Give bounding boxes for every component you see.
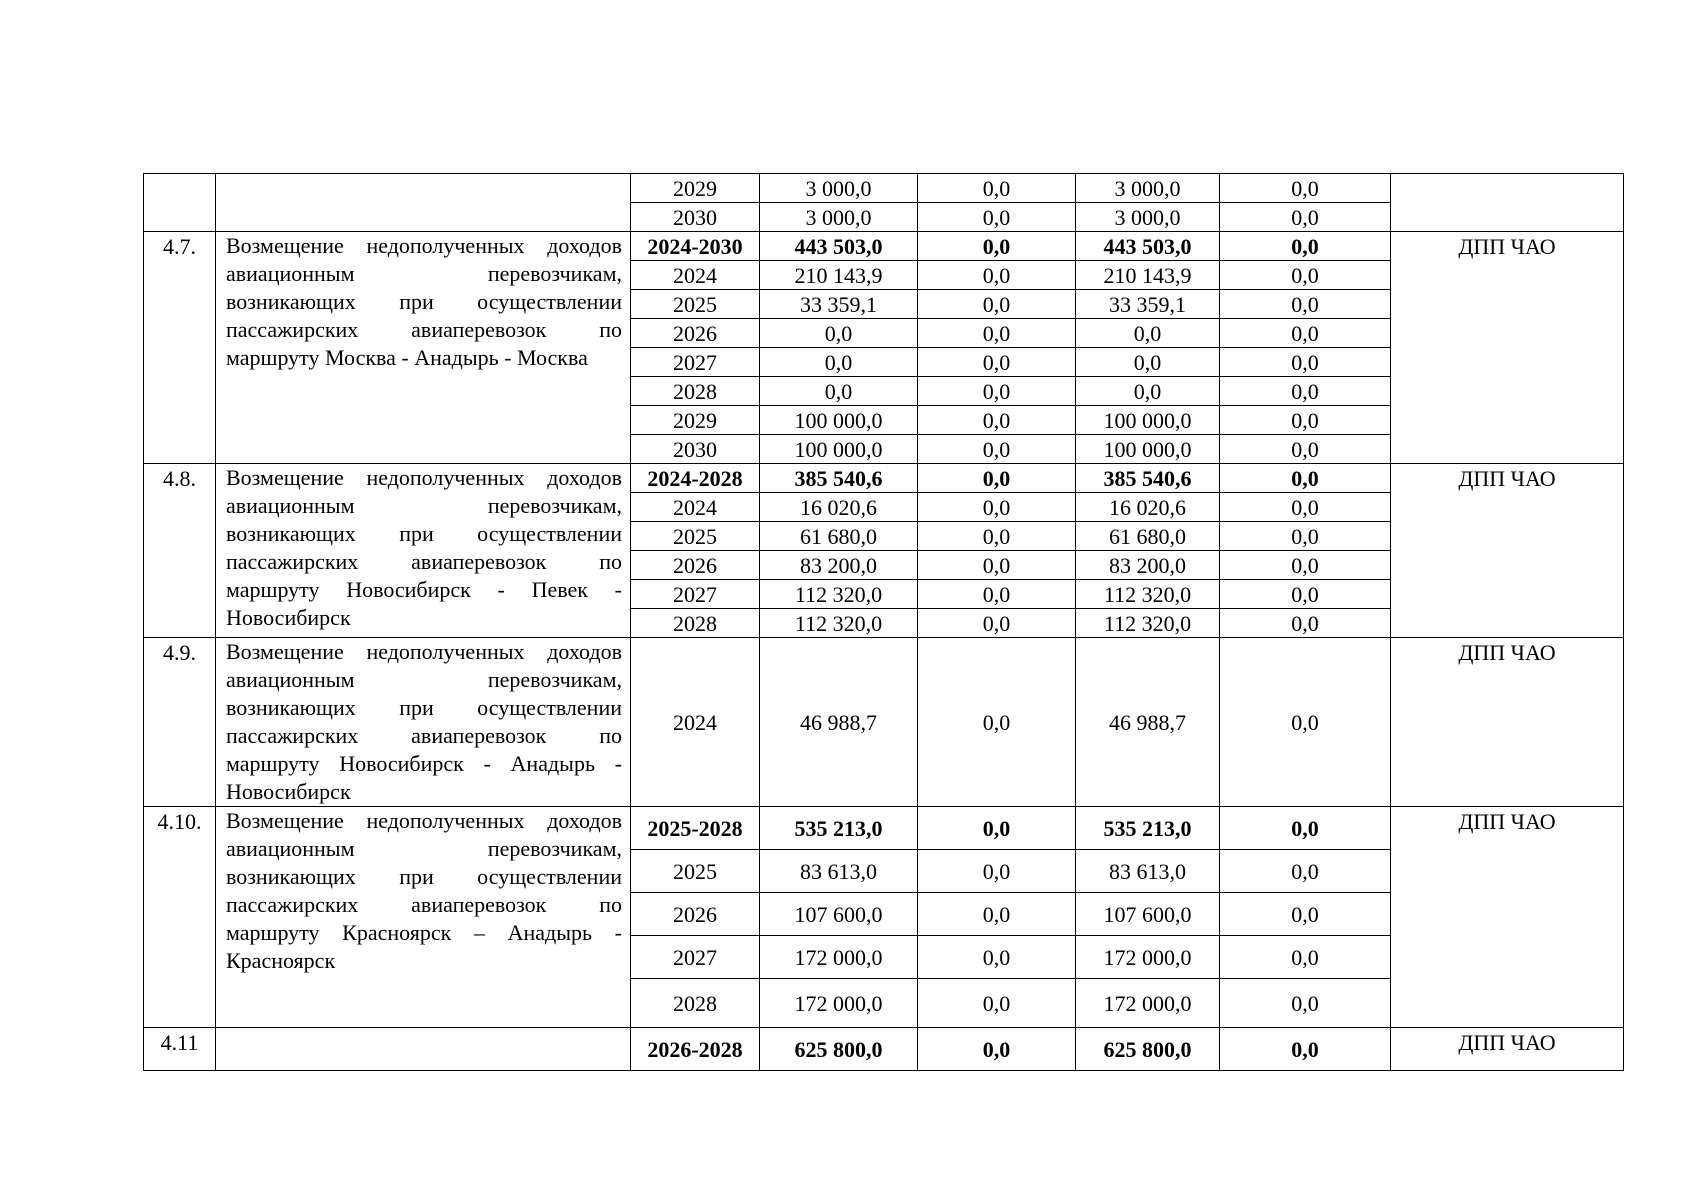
federal-cell: 0,0 [918, 232, 1076, 261]
total-cell: 625 800,0 [760, 1028, 918, 1071]
item-number [144, 174, 216, 232]
federal-cell: 0,0 [918, 406, 1076, 435]
year-cell: 2026 [631, 319, 760, 348]
federal-cell: 0,0 [918, 638, 1076, 807]
year-cell: 2026 [631, 893, 760, 936]
year-cell: 2030 [631, 203, 760, 232]
table-row [144, 1028, 1624, 1071]
other-cell: 0,0 [1220, 290, 1391, 319]
regional-cell: 0,0 [1076, 348, 1220, 377]
other-cell: 0,0 [1220, 377, 1391, 406]
federal-cell: 0,0 [918, 319, 1076, 348]
year-cell: 2028 [631, 979, 760, 1028]
federal-cell: 0,0 [918, 493, 1076, 522]
federal-cell: 0,0 [918, 464, 1076, 493]
other-cell: 0,0 [1220, 936, 1391, 979]
regional-cell: 83 200,0 [1076, 551, 1220, 580]
other-cell: 0,0 [1220, 609, 1391, 638]
other-cell: 0,0 [1220, 203, 1391, 232]
other-cell: 0,0 [1220, 319, 1391, 348]
regional-cell: 46 988,7 [1076, 638, 1220, 807]
year-cell: 2025 [631, 522, 760, 551]
total-cell: 107 600,0 [760, 893, 918, 936]
responsible-cell: ДПП ЧАО [1391, 464, 1624, 638]
federal-cell: 0,0 [918, 174, 1076, 203]
federal-cell: 0,0 [918, 1028, 1076, 1071]
regional-cell: 112 320,0 [1076, 609, 1220, 638]
total-cell: 33 359,1 [760, 290, 918, 319]
table-row [144, 807, 1624, 850]
responsible-cell [1391, 174, 1624, 232]
table-row [144, 174, 1624, 203]
item-number: 4.7. [144, 232, 216, 464]
regional-cell: 61 680,0 [1076, 522, 1220, 551]
regional-cell: 172 000,0 [1076, 936, 1220, 979]
federal-cell: 0,0 [918, 850, 1076, 893]
year-cell: 2024-2030 [631, 232, 760, 261]
total-cell: 100 000,0 [760, 435, 918, 464]
other-cell: 0,0 [1220, 638, 1391, 807]
other-cell: 0,0 [1220, 551, 1391, 580]
table-row [144, 464, 1624, 493]
year-cell: 2025 [631, 290, 760, 319]
total-cell: 385 540,6 [760, 464, 918, 493]
federal-cell: 0,0 [918, 377, 1076, 406]
total-cell: 0,0 [760, 319, 918, 348]
year-cell: 2026 [631, 551, 760, 580]
other-cell: 0,0 [1220, 580, 1391, 609]
other-cell: 0,0 [1220, 464, 1391, 493]
total-cell: 535 213,0 [760, 807, 918, 850]
federal-cell: 0,0 [918, 979, 1076, 1028]
year-cell: 2029 [631, 174, 760, 203]
other-cell: 0,0 [1220, 522, 1391, 551]
table-row [144, 638, 1624, 807]
total-cell: 172 000,0 [760, 936, 918, 979]
year-cell: 2024 [631, 638, 760, 807]
federal-cell: 0,0 [918, 522, 1076, 551]
total-cell: 172 000,0 [760, 979, 918, 1028]
regional-cell: 100 000,0 [1076, 435, 1220, 464]
responsible-cell: ДПП ЧАО [1391, 638, 1624, 807]
federal-cell: 0,0 [918, 203, 1076, 232]
responsible-cell: ДПП ЧАО [1391, 232, 1624, 464]
year-cell: 2027 [631, 580, 760, 609]
total-cell: 46 988,7 [760, 638, 918, 807]
federal-cell: 0,0 [918, 580, 1076, 609]
total-cell: 83 200,0 [760, 551, 918, 580]
year-cell: 2024 [631, 493, 760, 522]
other-cell: 0,0 [1220, 435, 1391, 464]
total-cell: 0,0 [760, 377, 918, 406]
federal-cell: 0,0 [918, 348, 1076, 377]
other-cell: 0,0 [1220, 1028, 1391, 1071]
regional-cell: 0,0 [1076, 377, 1220, 406]
federal-cell: 0,0 [918, 551, 1076, 580]
item-description [216, 174, 631, 232]
total-cell: 210 143,9 [760, 261, 918, 290]
table-row [144, 232, 1624, 261]
regional-cell: 107 600,0 [1076, 893, 1220, 936]
year-cell: 2029 [631, 406, 760, 435]
year-cell: 2028 [631, 377, 760, 406]
other-cell: 0,0 [1220, 493, 1391, 522]
item-number: 4.8. [144, 464, 216, 638]
total-cell: 61 680,0 [760, 522, 918, 551]
other-cell: 0,0 [1220, 261, 1391, 290]
item-description [216, 1028, 631, 1071]
item-description: Возмещение недополученных доходов авиационным перевозчикам, возникающих при осуществлении пассажирских авиаперевозок по маршруту Новосибирск - Певек - Новосибирск [216, 464, 631, 638]
regional-cell: 100 000,0 [1076, 406, 1220, 435]
year-cell: 2028 [631, 609, 760, 638]
year-cell: 2027 [631, 348, 760, 377]
year-cell: 2030 [631, 435, 760, 464]
year-cell: 2025-2028 [631, 807, 760, 850]
regional-cell: 0,0 [1076, 319, 1220, 348]
federal-cell: 0,0 [918, 936, 1076, 979]
regional-cell: 83 613,0 [1076, 850, 1220, 893]
responsible-cell: ДПП ЧАО [1391, 1028, 1624, 1071]
total-cell: 16 020,6 [760, 493, 918, 522]
year-cell: 2024 [631, 261, 760, 290]
regional-cell: 16 020,6 [1076, 493, 1220, 522]
total-cell: 112 320,0 [760, 580, 918, 609]
regional-cell: 443 503,0 [1076, 232, 1220, 261]
other-cell: 0,0 [1220, 850, 1391, 893]
federal-cell: 0,0 [918, 261, 1076, 290]
total-cell: 0,0 [760, 348, 918, 377]
federal-cell: 0,0 [918, 435, 1076, 464]
regional-cell: 3 000,0 [1076, 203, 1220, 232]
total-cell: 3 000,0 [760, 203, 918, 232]
item-number: 4.9. [144, 638, 216, 807]
year-cell: 2024-2028 [631, 464, 760, 493]
responsible-cell: ДПП ЧАО [1391, 807, 1624, 1028]
regional-cell: 3 000,0 [1076, 174, 1220, 203]
item-description: Возмещение недополученных доходов авиационным перевозчикам, возникающих при осуществлении пассажирских авиаперевозок по маршруту Новосибирск - Анадырь - Новосибирск [216, 638, 631, 807]
item-description: Возмещение недополученных доходов авиационным перевозчикам, возникающих при осуществлении пассажирских авиаперевозок по маршруту Москва - Анадырь - Москва [216, 232, 631, 464]
regional-cell: 33 359,1 [1076, 290, 1220, 319]
other-cell: 0,0 [1220, 807, 1391, 850]
total-cell: 83 613,0 [760, 850, 918, 893]
other-cell: 0,0 [1220, 979, 1391, 1028]
federal-cell: 0,0 [918, 893, 1076, 936]
year-cell: 2026-2028 [631, 1028, 760, 1071]
regional-cell: 112 320,0 [1076, 580, 1220, 609]
regional-cell: 535 213,0 [1076, 807, 1220, 850]
other-cell: 0,0 [1220, 406, 1391, 435]
federal-cell: 0,0 [918, 290, 1076, 319]
regional-cell: 625 800,0 [1076, 1028, 1220, 1071]
total-cell: 112 320,0 [760, 609, 918, 638]
total-cell: 3 000,0 [760, 174, 918, 203]
item-number: 4.11 [144, 1028, 216, 1071]
regional-cell: 172 000,0 [1076, 979, 1220, 1028]
other-cell: 0,0 [1220, 174, 1391, 203]
federal-cell: 0,0 [918, 807, 1076, 850]
federal-cell: 0,0 [918, 609, 1076, 638]
regional-cell: 210 143,9 [1076, 261, 1220, 290]
item-description: Возмещение недополученных доходов авиационным перевозчикам, возникающих при осуществлении пассажирских авиаперевозок по маршруту Красноярск – Анадырь - Красноярск [216, 807, 631, 1028]
other-cell: 0,0 [1220, 348, 1391, 377]
total-cell: 443 503,0 [760, 232, 918, 261]
item-number: 4.10. [144, 807, 216, 1028]
other-cell: 0,0 [1220, 232, 1391, 261]
year-cell: 2027 [631, 936, 760, 979]
other-cell: 0,0 [1220, 893, 1391, 936]
year-cell: 2025 [631, 850, 760, 893]
budget-table [143, 173, 1624, 1071]
regional-cell: 385 540,6 [1076, 464, 1220, 493]
total-cell: 100 000,0 [760, 406, 918, 435]
